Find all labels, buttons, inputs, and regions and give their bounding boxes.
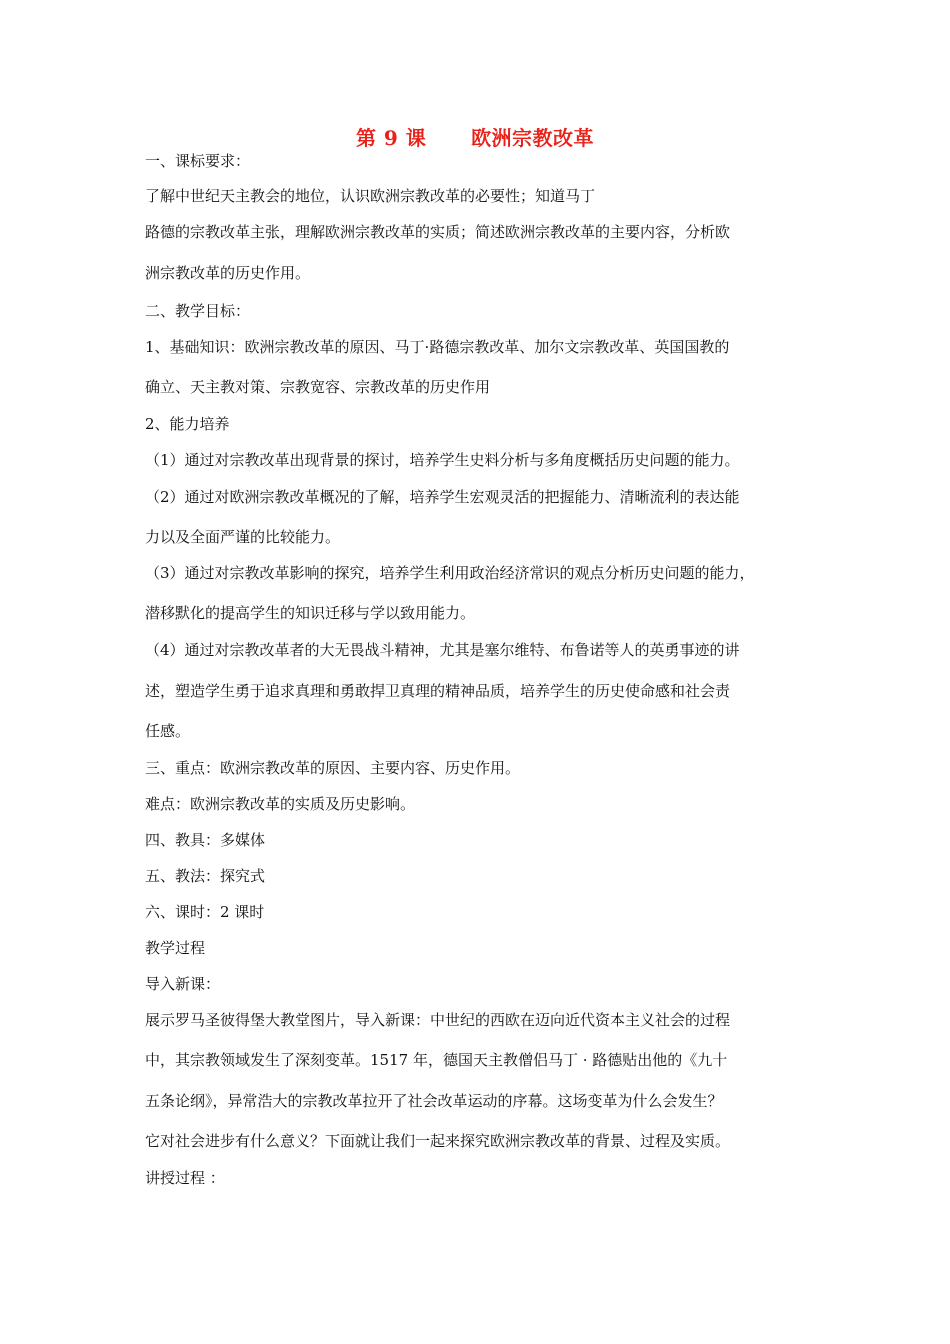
paragraph-line: 路德的宗教改革主张，理解欧洲宗教改革的实质；简述欧洲宗教改革的主要内容，分析欧 xyxy=(145,223,731,241)
paragraph-line: 1、基础知识：欧洲宗教改革的原因、马丁·路德宗教改革、加尔文宗教改革、英国国教的 xyxy=(145,338,730,356)
subheading-ability: 2、能力培养 xyxy=(145,415,230,433)
paragraph-line: 确立、天主教对策、宗教宽容、宗教改革的历史作用 xyxy=(145,378,491,396)
heading-teaching-process: 教学过程 xyxy=(145,939,206,957)
section-heading-standards: 一、课标要求： xyxy=(145,152,251,170)
paragraph-line: 中，其宗教领域发生了深刻变革。1517 年，德国天主教僧侣马丁 · 路德贴出他的《九十 xyxy=(145,1051,728,1069)
lesson-number: 第 9 课 xyxy=(355,126,427,150)
heading-lecture-process: 讲授过程 ： xyxy=(145,1169,225,1187)
section-heading-teaching-aids: 四、教具：多媒体 xyxy=(145,831,266,849)
section-heading-objectives: 二、教学目标： xyxy=(145,302,251,320)
paragraph-line: 五条论纲》，异常浩大的宗教改革拉开了社会改革运动的序幕。这场变革为什么会发生？ xyxy=(145,1092,723,1110)
paragraph-line: 展示罗马圣彼得堡大教堂图片，导入新课：中世纪的西欧在迈向近代资本主义社会的过程 xyxy=(145,1011,731,1029)
paragraph-line: 它对社会进步有什么意义？下面就让我们一起来探究欧洲宗教改革的背景、过程及实质。 xyxy=(145,1132,731,1150)
paragraph-line: （3）通过对宗教改革影响的探究，培养学生利用政治经济常识的观点分析历史问题的能力， xyxy=(145,564,755,582)
paragraph-line: 洲宗教改革的历史作用。 xyxy=(145,264,311,282)
lesson-title xyxy=(0,122,950,151)
lesson-name: 欧洲宗教改革 xyxy=(471,126,595,150)
section-heading-hours: 六、课时：2 课时 xyxy=(145,903,265,921)
paragraph-line: 潜移默化的提高学生的知识迁移与学以致用能力。 xyxy=(145,604,476,622)
section-heading-method: 五、教法：探究式 xyxy=(145,867,266,885)
section-heading-key-points: 三、重点：欧洲宗教改革的原因、主要内容、历史作用。 xyxy=(145,759,521,777)
paragraph-line: （2）通过对欧洲宗教改革概况的了解，培养学生宏观灵活的把握能力、清晰流利的表达能 xyxy=(145,488,740,506)
paragraph-line: 述，塑造学生勇于追求真理和勇敢捍卫真理的精神品质，培养学生的历史使命感和社会责 xyxy=(145,682,731,700)
paragraph-line: 难点：欧洲宗教改革的实质及历史影响。 xyxy=(145,795,416,813)
paragraph-line: 了解中世纪天主教会的地位，认识欧洲宗教改革的必要性；知道马丁 xyxy=(145,187,596,205)
heading-intro: 导入新课： xyxy=(145,975,221,993)
paragraph-line: 力以及全面严谨的比较能力。 xyxy=(145,528,341,546)
paragraph-line: 任感。 xyxy=(145,722,191,740)
paragraph-line: （4）通过对宗教改革者的大无畏战斗精神，尤其是塞尔维特、布鲁诺等人的英勇事迹的讲 xyxy=(145,641,740,659)
paragraph-line: （1）通过对宗教改革出现背景的探讨，培养学生史料分析与多角度概括历史问题的能力。 xyxy=(145,451,740,469)
